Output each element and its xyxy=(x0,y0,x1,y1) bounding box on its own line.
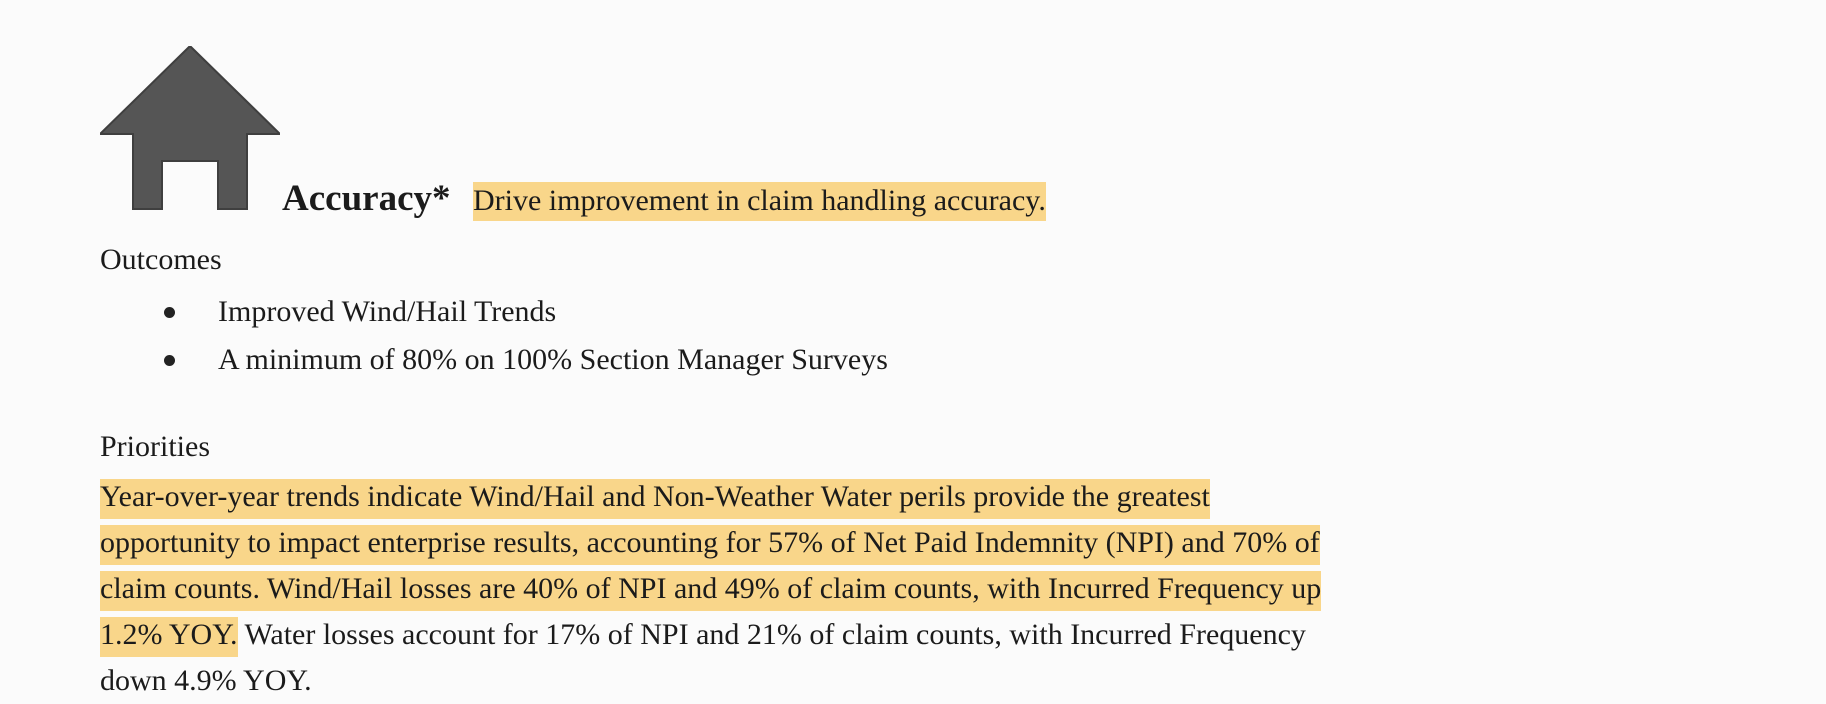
title-line xyxy=(282,172,1046,228)
bullet-icon xyxy=(164,355,175,366)
outcome-list xyxy=(162,288,888,384)
plain-text: down 4.9% YOY. xyxy=(100,664,312,697)
priorities-line xyxy=(100,566,1820,612)
outcome-item xyxy=(162,336,888,384)
outcome-text: A minimum of 80% on 100% Section Manager Surveys xyxy=(218,343,888,376)
house-icon xyxy=(100,46,280,214)
highlighted-text: claim counts. Wind/Hail losses are 40% of NPI and 49% of claim counts, with Incurred Frequency up xyxy=(100,571,1321,611)
highlighted-text: Year-over-year trends indicate Wind/Hail and Non-Weather Water perils provide the greatest xyxy=(100,479,1210,519)
priorities-line xyxy=(100,612,1820,658)
priorities-line xyxy=(100,658,1820,704)
highlighted-text: 1.2% YOY. xyxy=(100,617,238,657)
outcome-text: Improved Wind/Hail Trends xyxy=(218,295,557,328)
outcomes-label: Outcomes xyxy=(100,243,222,276)
heading-accuracy: Accuracy* xyxy=(282,178,451,219)
priorities-label: Priorities xyxy=(100,430,210,463)
plain-text: Water losses account for 17% of NPI and 21% of claim counts, with Incurred Frequency xyxy=(237,618,1306,651)
bullet-icon xyxy=(164,307,175,318)
highlighted-text: opportunity to impact enterprise results, accounting for 57% of Net Paid Indemnity (NPI) and 70% of xyxy=(100,525,1320,565)
priorities-line xyxy=(100,520,1820,566)
goal-statement: Drive improvement in claim handling accuracy. xyxy=(473,182,1046,221)
priorities-paragraph xyxy=(100,474,1820,704)
outcome-item xyxy=(162,288,888,336)
heading-spacer xyxy=(458,184,466,217)
priorities-line xyxy=(100,474,1820,520)
